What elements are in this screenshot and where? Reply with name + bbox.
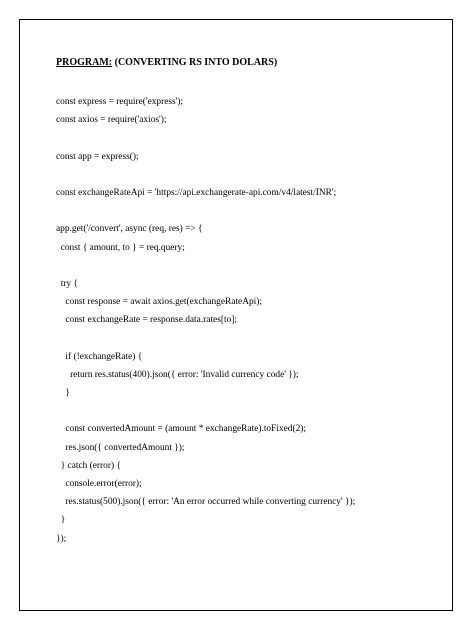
code-line: console.error(error); bbox=[56, 478, 142, 489]
code-line: res.status(500).json({ error: 'An error occurred while converting currency' }); bbox=[56, 497, 356, 508]
code-line: } catch (error) { bbox=[56, 460, 121, 471]
code-line: const express = require('express'); bbox=[56, 97, 184, 107]
code-line: if (!exchangeRate) { bbox=[56, 351, 143, 362]
code-line: try { bbox=[56, 278, 78, 289]
code-line: }); bbox=[56, 533, 67, 544]
code-line: const axios = require('axios'); bbox=[56, 115, 167, 126]
code-line: } bbox=[56, 515, 66, 526]
code-line bbox=[56, 402, 446, 420]
code-line: return res.status(400).json({ error: 'Invalid currency code' }); bbox=[56, 369, 299, 380]
code-line: const exchangeRate = response.data.rates[to]; bbox=[56, 315, 237, 326]
code-line: const exchangeRateApi = 'https://api.exchangerate-api.com/v4/latest/INR'; bbox=[56, 187, 337, 198]
program-title: (CONVERTING RS INTO DOLARS) bbox=[112, 57, 278, 68]
code-line bbox=[56, 129, 446, 147]
code-line: } bbox=[56, 388, 70, 398]
code-line bbox=[56, 202, 446, 220]
code-line: const convertedAmount = (amount * exchangeRate).toFixed(2); bbox=[56, 424, 307, 435]
code-line bbox=[56, 257, 446, 275]
code-line: const response = await axios.get(exchangeRateApi); bbox=[56, 297, 263, 308]
code-line: const app = express(); bbox=[56, 151, 139, 162]
code-line bbox=[56, 329, 446, 347]
program-label: PROGRAM: bbox=[56, 57, 113, 68]
code-block bbox=[56, 93, 446, 548]
code-line: app.get('/convert', async (req, res) => { bbox=[56, 224, 203, 235]
code-line: res.json({ convertedAmount }); bbox=[56, 442, 185, 453]
program-heading bbox=[56, 57, 277, 68]
code-line bbox=[56, 166, 446, 184]
code-line: const { amount, to } = req.query; bbox=[56, 242, 185, 253]
